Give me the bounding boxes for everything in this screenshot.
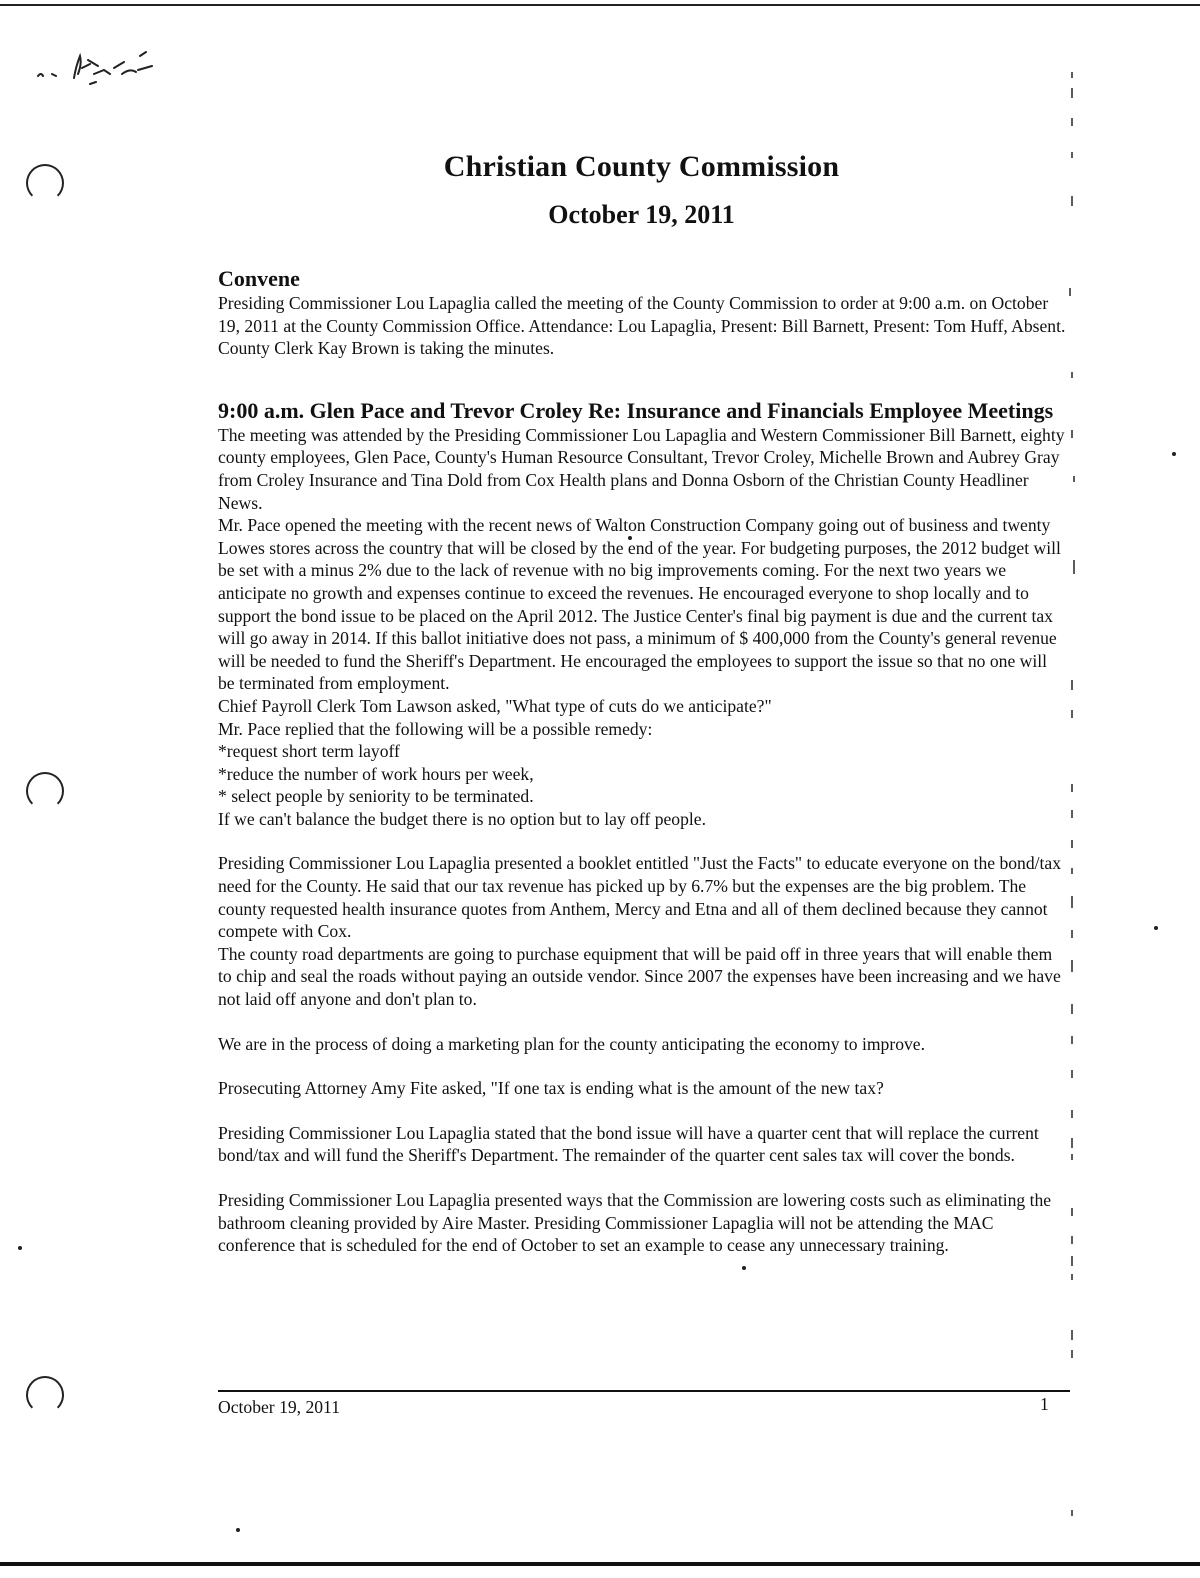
session-paragraph: Prosecuting Attorney Amy Fite asked, "If one tax is ending what is the amount of the new tax? — [218, 1078, 884, 1099]
session-paragraph: We are in the process of doing a marketing plan for the county anticipating the economy to improve. — [218, 1033, 926, 1054]
session-paragraph: Presiding Commissioner Lou Lapaglia presented ways that the Commission are lowering costs such as eliminating the bathroom cleaning provided by Aire Master. Presiding Commissioner Lapaglia will not be attending the MAC conference that is scheduled for the end of October to set an example to cease any unnecessary training. — [218, 1190, 1052, 1256]
paragraph-gap — [218, 1055, 1068, 1077]
session-paragraph: Presiding Commissioner Lou Lapaglia stated that the bond issue will have a quarter cent that will replace the current bond/tax and will fund the Sheriff's Department. The remainder of the quarter cent sales tax will cover the bonds. — [218, 1122, 1039, 1166]
session-paragraph: Chief Payroll Clerk Tom Lawson asked, "What type of cuts do we anticipate?" — [218, 695, 772, 716]
paragraph-gap — [218, 1011, 1068, 1033]
remedy-item: *request short term layoff — [218, 741, 400, 762]
document-date: October 19, 2011 — [548, 200, 735, 229]
convene-heading: Convene — [218, 266, 300, 291]
document-title: Christian County Commission — [443, 150, 840, 183]
paragraph-gap — [218, 830, 1068, 852]
speck — [236, 1528, 240, 1532]
speck — [742, 1266, 746, 1270]
session-paragraph: Mr. Pace replied that the following will be a possible remedy: — [218, 718, 653, 739]
footer-rule — [218, 1390, 1070, 1392]
punch-hole-bottom — [26, 1376, 64, 1414]
speck — [1154, 926, 1158, 930]
session-paragraph: Mr. Pace opened the meeting with the recent news of Walton Construction Company going out of business and twenty Lowes stores across the country that will be closed by the end of the year. For budgeting purposes, the 2012 budget will be set with a minus 2% due to the lack of revenue with no big improvements coming. For the next two years we anticipate no growth and expenses continue to exceed the revenues. He encouraged everyone to shop locally and to support the bond issue to be placed on the April 2012. The Justice Center's final big payment is due and the current tax will go away in 2014. If this ballot initiative does not pass, a minimum of $ 400,000 from the County's general revenue will be needed to fund the Sheriff's Department. He encouraged the employees to support the issue so that no one will be terminated from employment. — [218, 515, 1061, 694]
speck — [1172, 452, 1176, 456]
remedy-item: * select people by seniority to be terminated. — [218, 786, 534, 807]
session-paragraph: If we can't balance the budget there is no option but to lay off people. — [218, 808, 706, 829]
footer-date: October 19, 2011 — [218, 1397, 340, 1417]
handwritten-mark — [30, 38, 170, 98]
session-paragraph: The county road departments are going to purchase equipment that will be paid off in three years that will enable them to chip and seal the roads without paying an outside vendor. Since 2007 the expenses have been increasing and we have not laid off anyone and don't plan to. — [218, 943, 1061, 1010]
session-paragraphs — [218, 424, 1068, 1257]
session-paragraph: The meeting was attended by the Presiding Commissioner Lou Lapaglia and Western Commissioner Bill Barnett, eighty county employees, Glen Pace, County's Human Resource Consultant, Trevor Croley, Michelle Brown and Aubrey Gray from Croley Insurance and Tina Dold from Cox Health plans and Donna Osborn of the Christian County Headliner News. — [218, 424, 1065, 513]
paragraph-gap — [218, 1100, 1068, 1122]
punch-hole-middle — [26, 772, 64, 810]
convene-paragraph: Presiding Commissioner Lou Lapaglia called the meeting of the County Commission to order at 9:00 a.m. on October 19, 2011 at the County Commission Office. Attendance: Lou Lapaglia, Present: Bill Barnett, Present: Tom Huff, Absent. County Clerk Kay Brown is taking the minutes. — [218, 293, 1066, 359]
session-heading: 9:00 a.m. Glen Pace and Trevor Croley Re: Insurance and Financials Employee Meetings — [218, 397, 1054, 423]
page-bottom-edge — [0, 1562, 1200, 1566]
remedy-item: *reduce the number of work hours per week, — [218, 763, 534, 784]
page-number: 1 — [1040, 1394, 1049, 1414]
minutes-body — [218, 266, 1068, 1257]
session-paragraph: Presiding Commissioner Lou Lapaglia presented a booklet entitled "Just the Facts" to educate everyone on the bond/tax need for the County. He said that our tax revenue has picked up by 6.7% but the expenses are the big problem. The county requested health insurance quotes from Anthem, Mercy and Etna and all of them declined because they cannot compete with Cox. — [218, 853, 1062, 942]
page-top-edge — [0, 4, 1200, 6]
speck — [18, 1246, 22, 1250]
paragraph-gap — [218, 1167, 1068, 1189]
